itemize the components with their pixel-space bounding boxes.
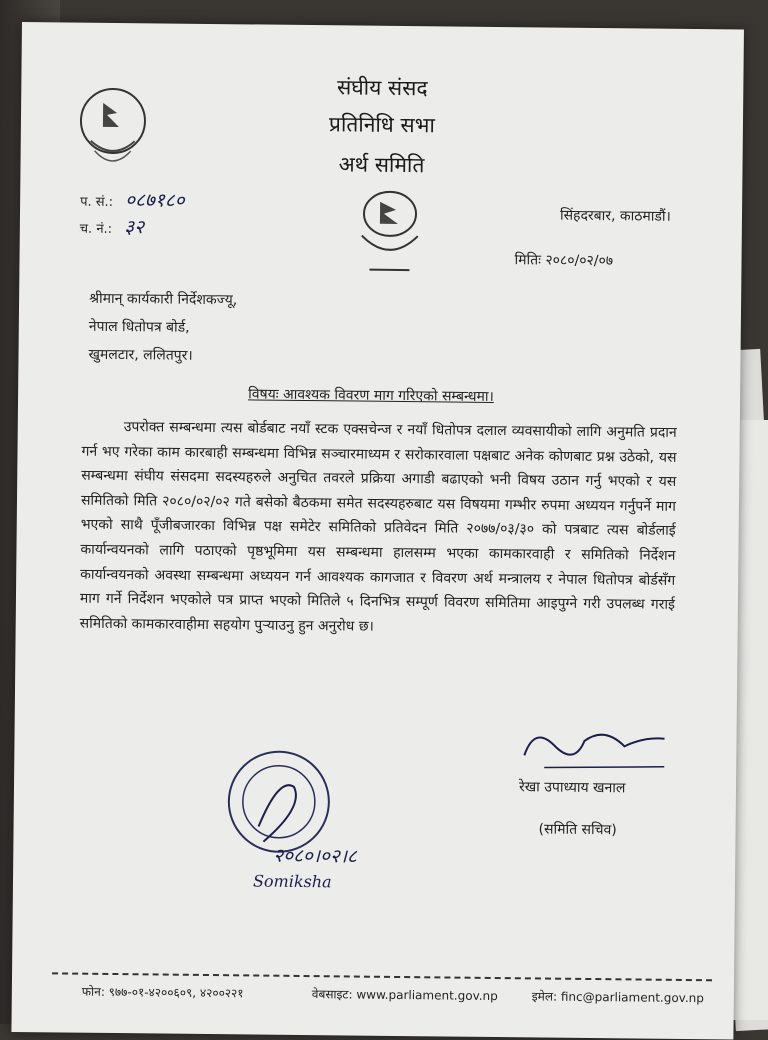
- recipient-line-1: श्रीमान् कार्यकारी निर्देशकज्यू,: [89, 290, 238, 309]
- letterhead-line-1: संघीय संसद: [336, 75, 428, 101]
- subject-line: विषयः आवश्यक विवरण माग गरिएको सम्बन्धमा।: [248, 386, 494, 405]
- recipient-address: [88, 285, 237, 371]
- cn-row: [80, 215, 185, 243]
- letterhead-line-2: प्रतिनिधि सभा: [328, 112, 436, 138]
- cn-label: च. नं.:: [79, 221, 113, 237]
- stamp-handwritten-date: २०८०।०२।८: [273, 844, 357, 868]
- letter-body: उपरोक्त सम्बन्धमा त्यस बोर्डबाट नयाँ स्टक एक्सचेन्ज र नयाँ धितोपत्र दलाल व्यवसायीको लागि अनुमति प्रदान गर्न भए गरेका काम कारबाही सम्बन्धमा विभिन्न सञ्चारमाध्यम र सरोकारवाला पक्षबाट अनेक कोणबाट प्रश्न उठेको, यस सम्बन्धमा संघीय संसदमा सदस्यहरुले अनुचित तवरले प्रक्रिया अगाडी बढाएको भनी विषय उठान गर्नु भएको र यस समितिको मिति २०८०/०२/०२ गते बसेको बैठकमा समेत सदस्यहरुबाट यस विषयमा गम्भीर रुपमा अध्ययन गर्नुपर्ने माग भएको साथै पूँजीबजारका विभिन्न पक्ष समेटेर समितिको प्रतिवेदन मिति २०७७/०३/३० को पत्रबाट त्यस बोर्डलाई कार्यान्वयनको लागि पठाएको पृष्ठभूमिमा यस सम्बन्धमा हालसम्म भएका कामकारवाही र समितिको निर्देशन कार्यान्वयनको अवस्था सम्बन्धमा अध्ययन गर्न आवश्यक कागजात र विवरण अर्थ मन्त्रालय र नेपाल धितोपत्र बोर्डसँग माग गर्ने निर्देशन भएकोले पत्र प्राप्त भएको मितिले ५ दिनभित्र सम्पूर्ण विवरण समितिमा आइपुग्ने गरी उपलब्ध गराई समितिको कामकारवाहीमा सहयोग पुऱ्याउनु हुन अनुरोध छ।: [79, 419, 677, 635]
- signature-mark: [514, 715, 675, 777]
- stamp-handwritten-name: Somiksha: [252, 871, 332, 892]
- date-line: मितिः २०८०/०२/०७: [514, 252, 614, 270]
- recipient-line-2: नेपाल धितोपत्र बोर्ड,: [88, 318, 190, 336]
- footer-phone: फोन: ९७७-०१-४२००६०९, ४२००२२१: [81, 984, 244, 1001]
- place-line: सिंहदरबार, काठमाडौं।: [559, 207, 671, 225]
- signatory-name: रेखा उपाध्याय खनाल: [518, 779, 626, 797]
- signatory-title: (समिति सचिव): [538, 821, 617, 839]
- reference-numbers: [80, 188, 185, 243]
- committee-seal-icon: [339, 173, 440, 284]
- footer-divider: [52, 972, 712, 981]
- ps-row: [80, 188, 185, 216]
- received-stamp: [223, 746, 425, 918]
- footer-website: वेबसाइट: www.parliament.gov.np: [311, 987, 498, 1004]
- ps-label: प. सं.:: [80, 194, 114, 210]
- cn-value: ३२: [124, 216, 145, 239]
- letter-page: [11, 22, 744, 1040]
- round-stamp-icon: [223, 746, 334, 857]
- footer-email: इमेल: finc@parliament.gov.np: [531, 989, 705, 1006]
- ps-value: ०८७१८०: [125, 189, 185, 212]
- recipient-line-3: खुमलटार, ललितपुर।: [88, 346, 193, 364]
- letterhead-line-3: अर्थ समिति: [338, 152, 425, 178]
